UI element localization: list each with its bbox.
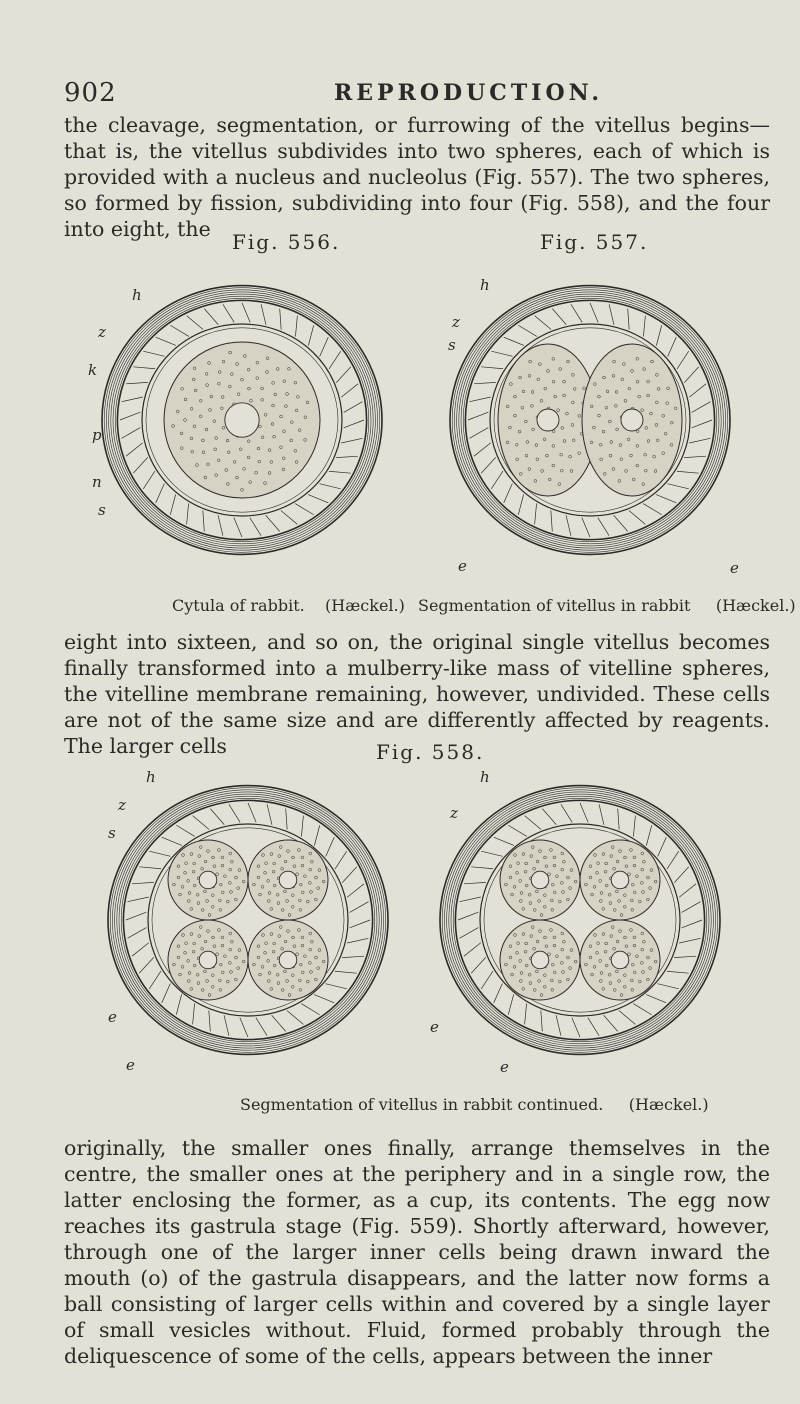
zona-striation <box>193 816 209 830</box>
nucleus <box>611 871 629 889</box>
fig-556-caption-text: Cytula of rabbit. <box>172 596 305 615</box>
zona-ring <box>451 796 709 1044</box>
zona-ring <box>442 788 718 1053</box>
zona-striation <box>658 837 667 856</box>
zona-striation <box>344 402 363 413</box>
fig-557-label: Fig. 557. <box>540 230 649 254</box>
zona-striation <box>336 367 350 383</box>
zona-striation <box>535 503 537 524</box>
nucleus <box>199 871 217 889</box>
zona-striation <box>176 825 195 836</box>
zona-striation <box>341 438 362 443</box>
figure-letter: e <box>500 1058 509 1076</box>
zona-striation <box>599 804 604 824</box>
zona-ring <box>110 788 386 1053</box>
zona-striation <box>335 971 357 973</box>
paragraph-3-text: originally, the smaller ones finally, arrange themselves in the centre, the smaller ones at the periphery and in a single row, the latter enclosing the former, as a cup, its contents. The egg now reaches its gastrula stage (Fig. 559). Shortly afterward, however, through one of the larger inner cells being drawn inward the mouth (o) of the gastrula disappears, and the latter now forms a ball consisting of larger cells within and covered by a single layer of small vesicles without. Fluid, formed probably through the deliquescence of some of the cells, appears between the inner <box>64 1136 770 1368</box>
figure-letter: e <box>730 559 739 577</box>
figure-letter: h <box>146 768 156 786</box>
zona-striation <box>619 1011 635 1025</box>
zona-striation <box>266 515 280 531</box>
figure-letter: k <box>88 361 98 379</box>
zona-striation <box>551 510 552 531</box>
zona-striation <box>308 495 328 503</box>
zona-striation <box>350 920 370 928</box>
zona-striation <box>464 943 481 956</box>
zona-striation <box>582 518 590 538</box>
figure-letter: e <box>458 557 467 575</box>
zona-striation <box>149 851 170 856</box>
zona-striation <box>223 304 234 322</box>
zona-striation <box>474 443 491 456</box>
zona-striation <box>504 483 513 502</box>
zona-striation <box>464 882 486 883</box>
zona-striation <box>692 402 711 413</box>
zona-striation <box>132 882 154 883</box>
zona-striation <box>525 1003 527 1024</box>
zona-striation <box>256 1018 267 1036</box>
figure-letter: e <box>108 1008 117 1026</box>
zona-striation <box>342 956 364 957</box>
zona-striation <box>132 943 149 956</box>
zona-striation <box>248 803 256 823</box>
zona-striation <box>242 303 250 323</box>
figure-letter: z <box>450 804 458 822</box>
nucleus <box>531 951 549 969</box>
zona-ring <box>447 792 714 1048</box>
zona-striation <box>314 995 334 1003</box>
zona-striation <box>679 884 696 897</box>
zona-striation <box>518 494 523 514</box>
zona-striation <box>319 484 340 489</box>
zona-striation <box>126 382 148 383</box>
zona-striation <box>561 804 572 822</box>
zona-striation <box>325 984 346 989</box>
zona-striation <box>629 511 645 525</box>
zona-striation <box>614 515 628 531</box>
figure-letter: z <box>452 313 460 331</box>
zona-striation <box>633 1004 652 1015</box>
zona-striation <box>143 471 155 489</box>
nucleus <box>537 409 559 431</box>
zona-striation <box>542 809 556 825</box>
zona-striation <box>604 1015 618 1031</box>
zona-striation <box>329 471 351 473</box>
zona-striation <box>590 303 598 323</box>
zona-striation <box>350 902 369 913</box>
zona-striation <box>286 809 287 830</box>
paragraph-1-text: the cleavage, segmentation, or furrowing of the vitellus begins—that is, the vitellus subdivides into two spheres, each of which is provided with a nucleus and nucleolus (Fig. 557). The two spheres, so formed by fission, subdividing into four (Fig. 558), and the four into eight, the <box>64 113 770 241</box>
zona-striation <box>280 309 281 330</box>
zona-striation <box>234 518 242 538</box>
figure-letter: h <box>480 768 490 786</box>
paragraph-1 <box>64 112 770 242</box>
nucleus <box>531 871 549 889</box>
zona-striation <box>692 420 712 428</box>
zona-striation <box>643 504 662 515</box>
zona-striation <box>187 503 189 524</box>
zona-striation <box>643 316 645 337</box>
zona-striation <box>250 518 261 536</box>
zona-striation <box>126 443 143 456</box>
zona-striation <box>139 867 161 869</box>
zona-striation <box>677 471 699 473</box>
zona-striation <box>295 504 314 515</box>
zona-striation <box>656 325 661 345</box>
zona-striation <box>240 1018 248 1038</box>
fig-558-credit: (Hæckel.) <box>628 1095 709 1114</box>
zona-striation <box>684 456 706 457</box>
zona-striation <box>518 325 537 336</box>
fig-558-caption-text: Segmentation of vitellus in rabbit continued. <box>240 1095 604 1114</box>
figure-letter: e <box>430 1018 439 1036</box>
zona-striation <box>261 304 266 324</box>
fig-557-caption <box>418 596 796 615</box>
zona-striation <box>301 1004 320 1015</box>
figure-letter: z <box>98 323 106 341</box>
zona-striation <box>176 994 181 1014</box>
zona-striation <box>143 351 164 356</box>
zona-striation <box>535 316 551 330</box>
zona-ring <box>453 798 707 1041</box>
zona-ring <box>440 786 720 1055</box>
zona-striation <box>287 1011 303 1025</box>
figure-letter: n <box>92 473 102 491</box>
zona-striation <box>210 809 224 825</box>
zona-striation <box>556 1015 561 1035</box>
zona-striation <box>504 337 524 345</box>
zona-striation <box>471 867 493 869</box>
zona-striation <box>149 971 161 989</box>
zona-striation <box>342 867 356 883</box>
zona-striation <box>209 1010 210 1031</box>
zona-striation <box>170 325 189 336</box>
zona-striation <box>684 367 698 383</box>
zona-striation <box>682 920 702 928</box>
nucleus <box>279 871 297 889</box>
zona-striation <box>481 851 502 856</box>
zona-striation <box>326 837 335 856</box>
zona-striation <box>204 309 218 325</box>
zona-ring <box>455 800 704 1039</box>
zona-striation <box>281 511 297 525</box>
nucleus <box>199 951 217 969</box>
zona-striation <box>628 309 629 330</box>
zona-striation <box>481 367 503 369</box>
zona-ring <box>108 786 388 1055</box>
zona-ring <box>449 794 711 1046</box>
zona-striation <box>667 971 689 973</box>
zona-striation <box>122 428 141 439</box>
zona-ring <box>115 792 382 1048</box>
zona-striation <box>598 518 609 536</box>
zona-striation <box>566 515 571 535</box>
zona-striation <box>646 825 651 845</box>
figure-letter: p <box>92 426 102 444</box>
zona-striation <box>347 884 364 897</box>
zona-striation <box>122 397 143 402</box>
zona-striation <box>295 316 297 337</box>
zona-striation <box>336 456 358 457</box>
zona-striation <box>272 1015 286 1031</box>
zona-striation <box>588 1018 599 1036</box>
zona-striation <box>470 428 489 439</box>
zona-striation <box>674 867 688 883</box>
zona-striation <box>187 316 203 330</box>
zona-striation <box>657 984 678 989</box>
zona-striation <box>494 837 514 845</box>
zona-striation <box>491 471 503 489</box>
zona-striation <box>609 304 614 324</box>
nucleus <box>279 951 297 969</box>
nucleus <box>225 403 259 437</box>
zona-striation <box>674 956 696 957</box>
zona-ring <box>123 800 372 1039</box>
fig-556-illustration <box>88 255 392 595</box>
nucleus <box>611 951 629 969</box>
zona-striation <box>552 309 566 325</box>
zona-striation <box>320 337 329 356</box>
zona-striation <box>128 928 147 939</box>
zona-striation <box>203 510 204 531</box>
zona-striation <box>344 420 364 428</box>
fig-558-left-illustration <box>98 760 398 1090</box>
fig-558-right-illustration <box>420 760 740 1090</box>
page-number: 902 <box>64 78 117 108</box>
zona-striation <box>335 851 347 869</box>
zona-striation <box>667 851 679 869</box>
zona-striation <box>667 484 688 489</box>
paragraph-3 <box>64 1135 770 1369</box>
zona-striation <box>458 912 478 920</box>
zona-striation <box>224 1015 229 1035</box>
zona-ring <box>444 790 715 1050</box>
fig-556-label: Fig. 556. <box>232 230 341 254</box>
zona-striation <box>481 457 495 473</box>
fig-557-credit: (Hæckel.) <box>715 596 796 615</box>
zona-striation <box>633 816 635 837</box>
zona-striation <box>156 337 176 345</box>
zona-striation <box>580 803 588 823</box>
figure-letter: s <box>108 824 116 842</box>
zona-striation <box>682 902 701 913</box>
figure-letter: s <box>448 336 456 354</box>
zona-striation <box>689 438 710 443</box>
zona-striation <box>170 494 175 514</box>
zona-striation <box>308 325 313 345</box>
zona-striation <box>133 367 155 369</box>
zona-striation <box>126 912 146 920</box>
zona-striation <box>571 304 582 322</box>
zona-striation <box>618 809 619 830</box>
zona-striation <box>679 938 700 943</box>
fig-556-caption <box>172 596 405 615</box>
zona-striation <box>677 351 689 369</box>
zona-striation <box>120 412 140 420</box>
zona-striation <box>646 995 666 1003</box>
zona-striation <box>471 957 485 973</box>
zona-striation <box>341 384 358 397</box>
figure-letter: z <box>118 796 126 814</box>
zona-ring <box>117 794 379 1046</box>
figure-letter: e <box>126 1056 135 1074</box>
figure-letter: s <box>98 501 106 519</box>
zona-striation <box>572 1018 580 1038</box>
zona-striation <box>156 483 165 502</box>
running-head: REPRODUCTION. <box>334 80 604 106</box>
zona-striation <box>460 928 479 939</box>
zona-striation <box>474 382 496 383</box>
zona-striation <box>541 1010 542 1031</box>
zona-striation <box>229 804 240 822</box>
zona-striation <box>267 804 272 824</box>
zona-striation <box>470 397 491 402</box>
zona-striation <box>460 897 481 902</box>
zona-striation <box>481 971 493 989</box>
zona-striation <box>162 983 171 1002</box>
zona-striation <box>128 897 149 902</box>
zona-striation <box>193 1003 195 1024</box>
zona-striation <box>162 837 182 845</box>
zona-striation <box>468 412 488 420</box>
zona-striation <box>133 457 147 473</box>
zona-striation <box>491 351 512 356</box>
zona-striation <box>508 825 527 836</box>
fig-556-credit: (Hæckel.) <box>325 596 405 615</box>
zona-striation <box>301 816 303 837</box>
paragraph-2-text: eight into sixteen, and so on, the original single vitellus becomes finally transformed into a mulberry-like mass of vitelline spheres, the vitelline membrane remaining, however, undivided. These cells are not of the same size and are differently affected by reagents. The larger cells <box>64 630 770 758</box>
zona-striation <box>508 994 513 1014</box>
zona-ring <box>119 796 377 1044</box>
zona-striation <box>689 384 706 397</box>
zona-striation <box>329 351 341 369</box>
zona-striation <box>525 816 541 830</box>
page-header <box>64 78 740 114</box>
figure-letter: h <box>132 286 142 304</box>
zona-striation <box>139 957 153 973</box>
fig-557-caption-text: Segmentation of vitellus in rabbit <box>418 596 691 615</box>
zona-striation <box>347 938 368 943</box>
zona-ring <box>121 798 375 1041</box>
zona-striation <box>656 495 676 503</box>
zona-striation <box>218 515 223 535</box>
fig-557-illustration <box>440 255 740 595</box>
figure-letter: h <box>480 276 490 294</box>
fig-558-label: Fig. 558. <box>376 740 485 764</box>
zona-striation <box>494 983 503 1002</box>
zona-striation <box>314 825 319 845</box>
nucleus <box>621 409 643 431</box>
zona-striation <box>668 337 677 356</box>
zona-ring <box>112 790 383 1050</box>
fig-558-caption <box>240 1095 709 1114</box>
